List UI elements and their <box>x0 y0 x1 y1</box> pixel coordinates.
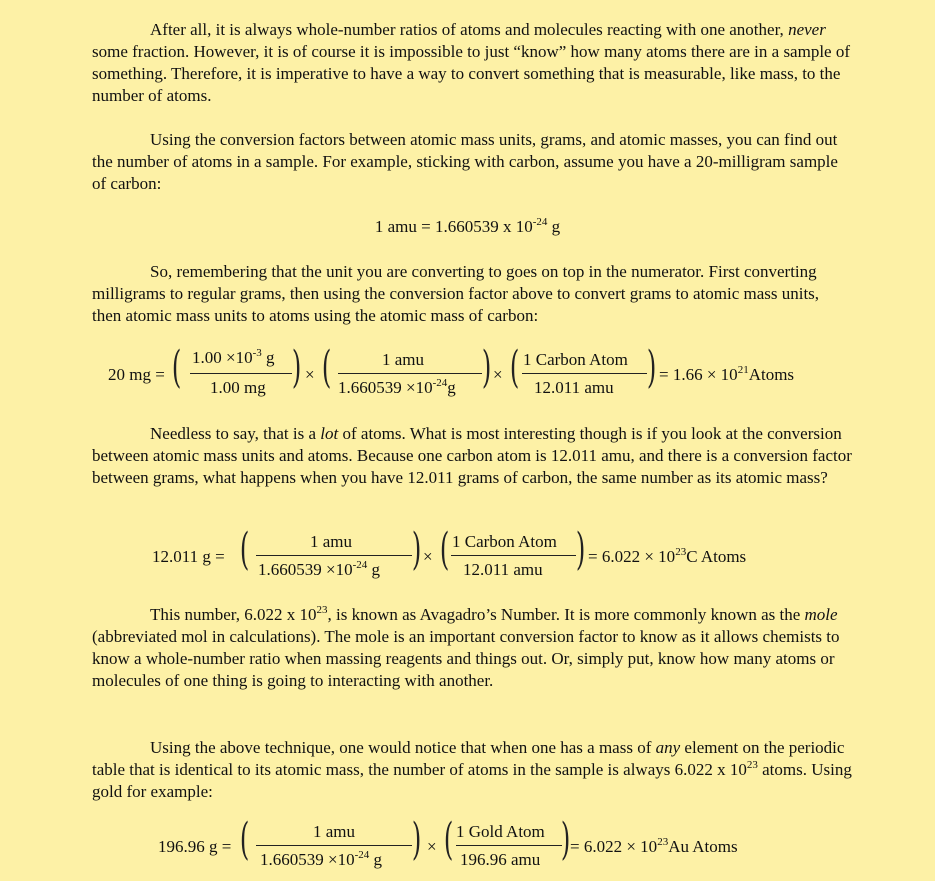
paragraph-text: After all, it is always whole-number ratios of atoms and molecules reacting with one another, <box>150 20 789 39</box>
equation-lhs: 12.011 g = <box>152 547 225 566</box>
fraction-numerator: 1 amu <box>310 532 353 551</box>
fraction-numerator: 1 amu <box>313 822 356 841</box>
emphasis-text: mole <box>804 605 838 624</box>
paragraph-technique: Using the above technique, one would notice that when one has a mass of any element on the periodic table that is identical to its atomic mass, the number of atoms in the sample is always 6.022 x $10^{23}$ atoms. Using gold for example: <box>92 738 852 801</box>
paragraph-numerator-note <box>92 261 852 327</box>
right-paren: ) <box>481 342 492 393</box>
equation-result: = $6.022 \times 10^{23}Au$ Atoms <box>570 836 738 856</box>
right-paren: ) <box>646 342 657 393</box>
equation-result: = $6.022 \times 10^{23}C$ Atoms <box>588 546 747 566</box>
fraction-bar <box>338 373 482 374</box>
right-paren: ) <box>291 342 302 393</box>
fraction-denominator: 1.00 mg <box>210 378 266 397</box>
right-paren: ) <box>411 524 422 575</box>
paragraph-needless-to-say <box>92 423 852 489</box>
emphasis-text: lot <box>320 424 339 443</box>
equation-12g-carbon <box>0 523 935 593</box>
fraction-numerator: $1.00 \times 10^{-3}$ g <box>192 347 275 367</box>
fraction-denominator: $1.660539 \times 10^{-24}$ g <box>258 559 381 579</box>
fraction-denominator: 12.011 amu <box>463 560 543 579</box>
equation-lhs: 196.96 g = <box>158 837 232 856</box>
left-paren: ( <box>321 342 332 393</box>
paragraph-text: This number, 6.022 x 10 <box>150 605 317 624</box>
emphasis-text: any <box>655 738 681 757</box>
equation-196g-gold <box>0 813 935 881</box>
fraction-denominator: 196.96 amu <box>460 850 541 869</box>
times-symbol: × <box>493 365 503 384</box>
paragraph-text: Using the above technique, one would notice that when one has a mass of <box>150 738 656 757</box>
equation-result: = $1.66 \times 10^{21}Atoms$ <box>659 364 795 384</box>
paragraph-text: Needless to say, that is a <box>150 424 321 443</box>
fraction-denominator: $1.660539 \times 10^{-24}$ g <box>260 849 383 869</box>
fraction-bar <box>256 555 412 556</box>
right-paren: ) <box>575 524 586 575</box>
times-symbol: × <box>423 547 433 566</box>
fraction-numerator: 1 amu <box>382 350 425 369</box>
paragraph-conversion-factors <box>92 129 852 195</box>
paragraph-avogadro: This number, 6.022 x $10^{23}$, is known as Avagadro’s Number. It is more commonly known as the mole (abbreviated mol in calculations). The mole is an important conversion factor to know as it allows chemists to know a whole-number ratio when massing reagents and things out. Or, simply put, know how many atoms or molecules of one thing is going to interacting with another. <box>92 604 840 690</box>
paragraph-text: element on the periodic table that is identical to its atomic mass, the number of atoms in the sample is always 6.022 x 10 <box>92 738 845 779</box>
paragraph-text: So, remembering that the unit you are converting to goes on top in the numerator. First converting milligrams to regular grams, then using the conversion factor above to convert grams to atomic mass units, then atomic mass units to atoms using the atomic mass of carbon: <box>92 262 820 325</box>
times-symbol: × <box>427 837 437 856</box>
emphasis-text: never <box>788 20 826 39</box>
fraction-numerator: 1 Carbon Atom <box>452 532 557 551</box>
left-paren: ( <box>171 342 182 393</box>
fraction-bar <box>190 373 292 374</box>
paragraph-intro <box>92 19 852 107</box>
fraction-denominator: $1.660539 \times 10^{-24}g$ <box>338 377 456 397</box>
fraction-numerator: 1 Gold Atom <box>456 822 545 841</box>
left-paren: ( <box>443 814 454 865</box>
fraction-denominator: 12.011 amu <box>534 378 614 397</box>
left-paren: ( <box>239 524 250 575</box>
equation-lhs: 20 mg = <box>108 365 165 384</box>
fraction-bar <box>456 845 562 846</box>
paragraph-text: Using the conversion factors between atomic mass units, grams, and atomic masses, you can find out the number of atoms in a sample. For example, sticking with carbon, assume you have a 20-milligram sample of carbon: <box>92 130 838 193</box>
fraction-numerator: 1 Carbon Atom <box>523 350 628 369</box>
right-paren: ) <box>411 814 422 865</box>
paragraph-text: (abbreviated mol in calculations). The mole is an important conversion factor to know as it allows chemists to know a whole-number ratio when massing reagents and things out. Or, simply put, know how many atoms or molecules of one thing is going to interacting with another. <box>92 627 840 690</box>
equation-20mg-carbon <box>0 340 935 410</box>
left-paren: ( <box>509 342 520 393</box>
paragraph-text: , is known as Avagadro’s Number. It is more commonly known as the <box>327 605 805 624</box>
times-symbol: × <box>305 365 315 384</box>
paragraph-text: some fraction. However, it is of course it is impossible to just “know” how many atoms there are in a sample of something. Therefore, it is imperative to have a way to convert something that is measurable, like mass, to the number of atoms. <box>92 42 851 105</box>
fraction-bar <box>522 373 647 374</box>
paragraph-text: atoms. Using gold for example: <box>92 760 852 801</box>
equation-amu-definition: 1 amu = 1.660539 x $10^{-24}$ g <box>374 216 561 236</box>
fraction-bar <box>256 845 412 846</box>
left-paren: ( <box>439 524 450 575</box>
left-paren: ( <box>239 814 250 865</box>
right-paren: ) <box>560 814 571 865</box>
paragraph-text: of atoms. What is most interesting though is if you look at the conversion between atomic mass units and atoms. Because one carbon atom is 12.011 amu, and there is a conversion factor between grams, what happens when you have 12.011 grams of carbon, the same number as its atomic mass? <box>92 424 852 487</box>
fraction-bar <box>451 555 576 556</box>
